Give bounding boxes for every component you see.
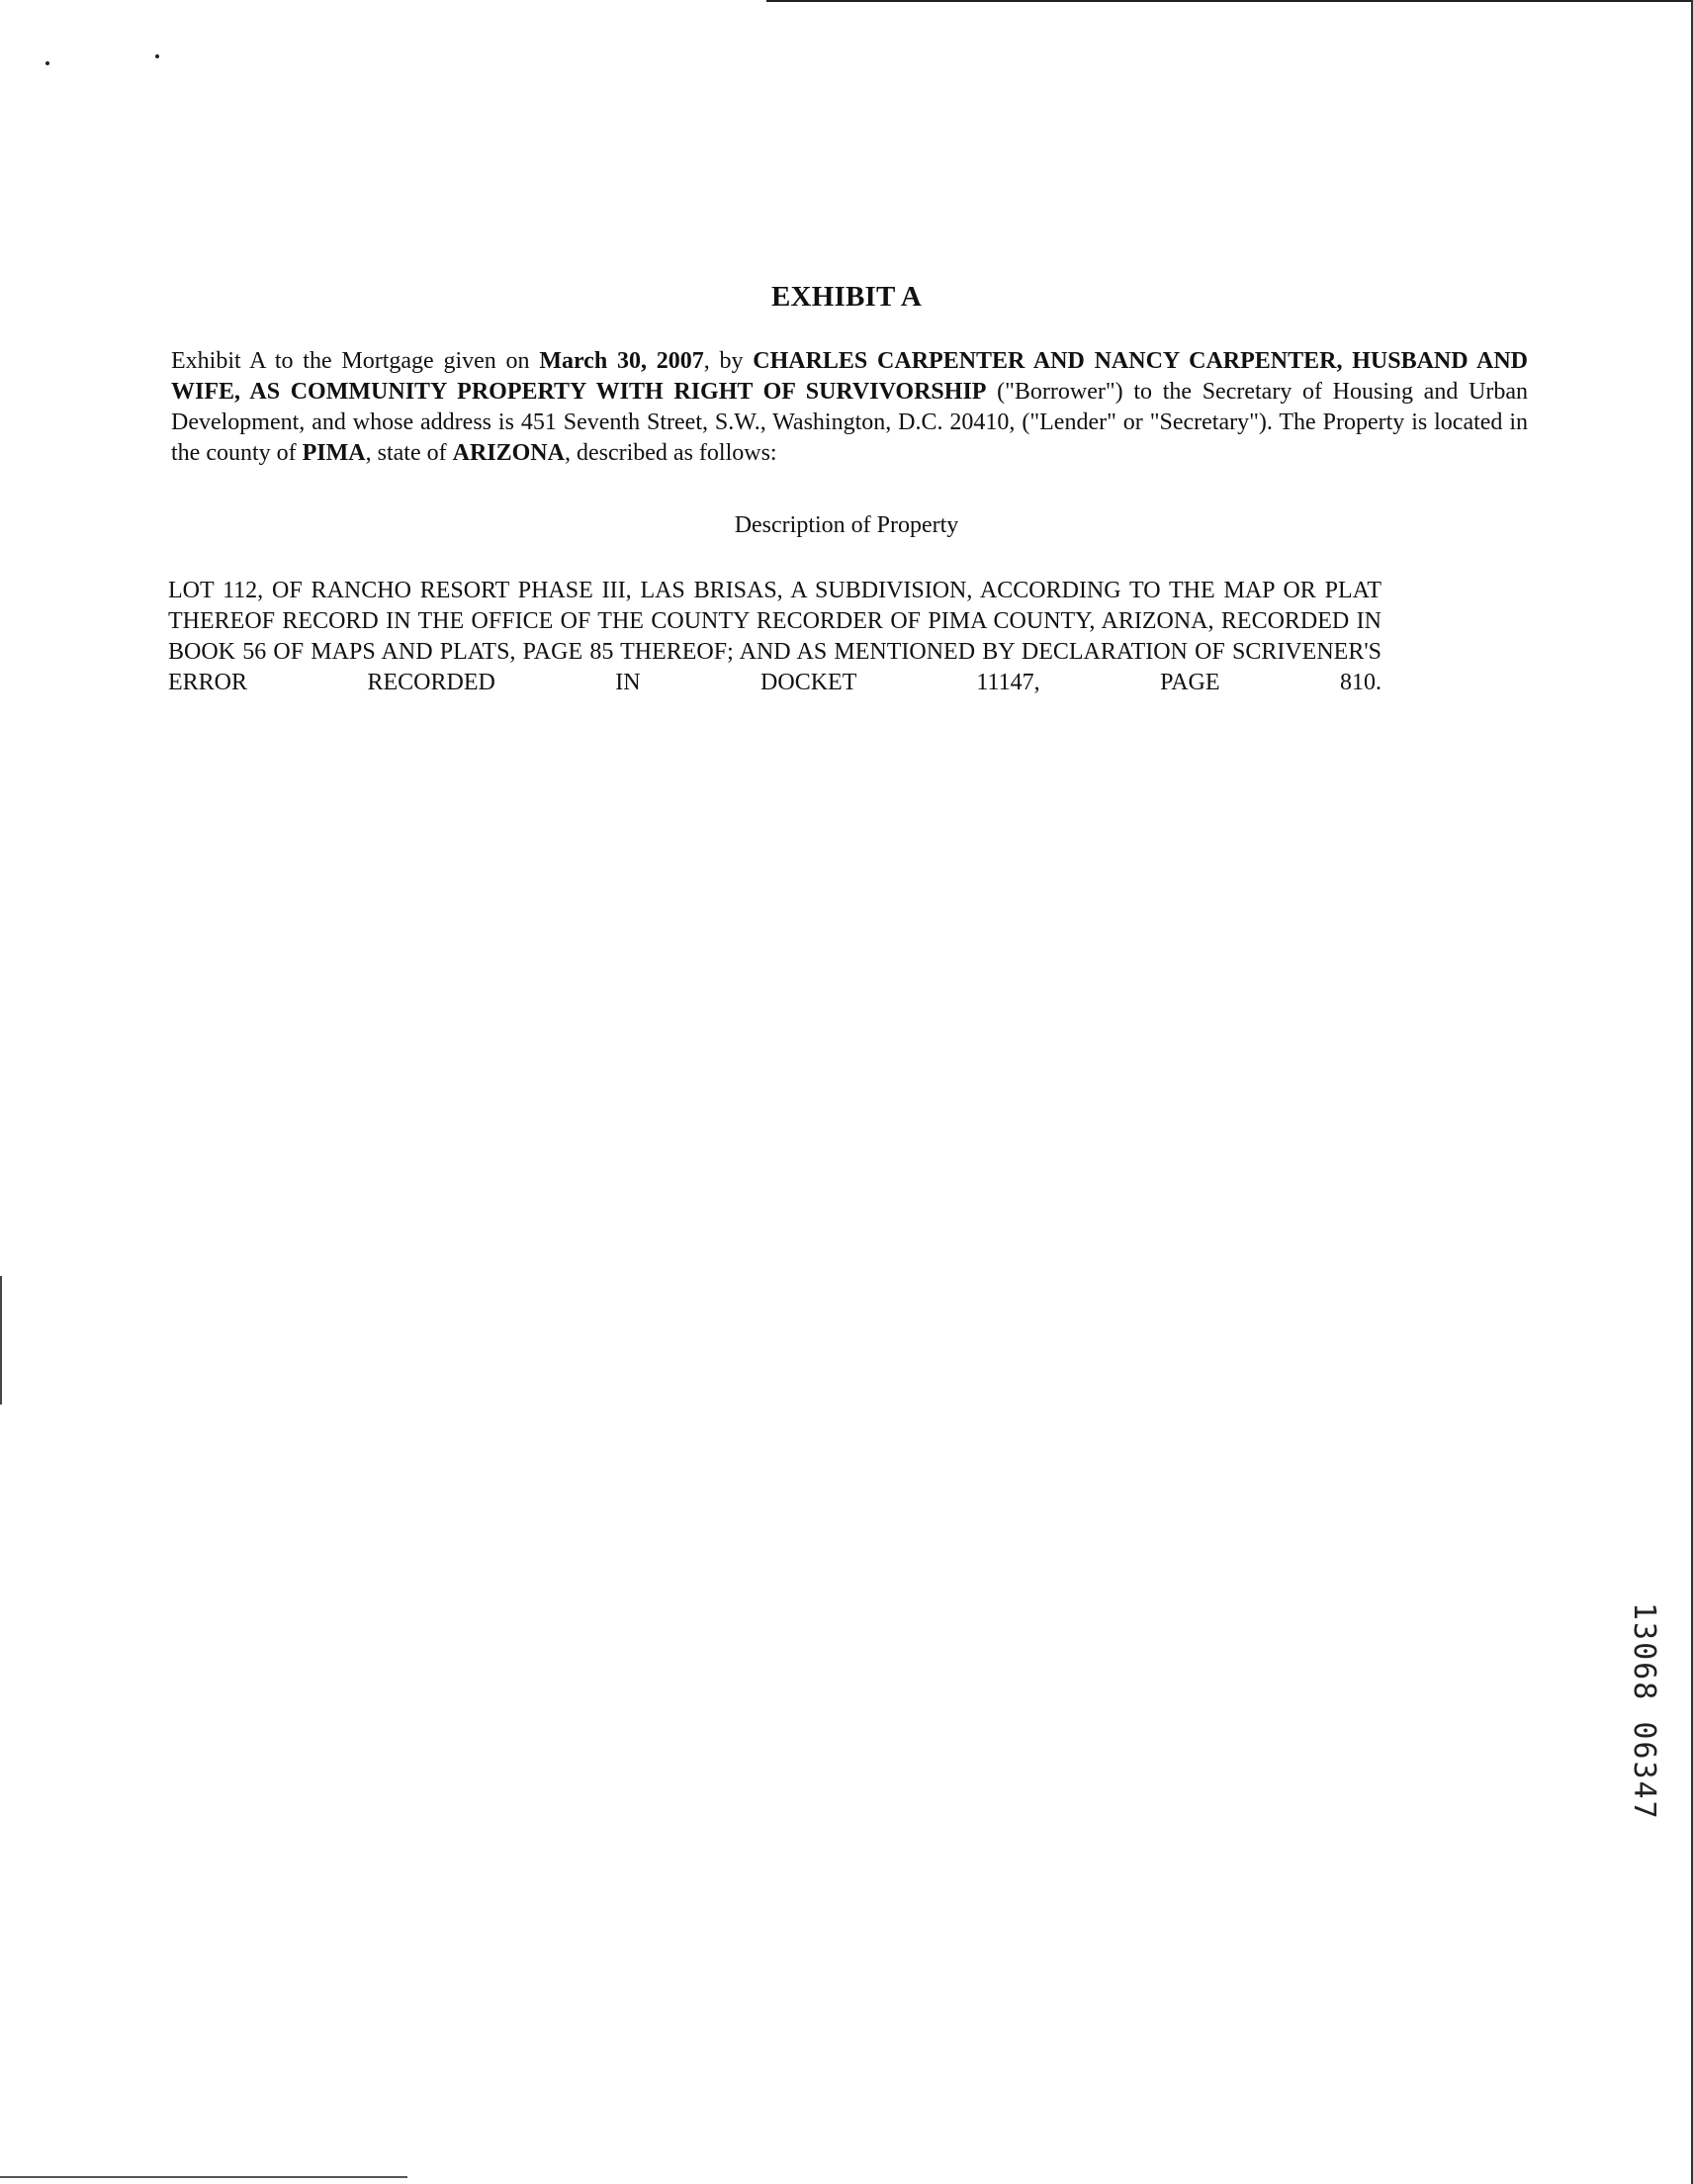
intro-emphasis: March 30, 2007 (539, 348, 704, 374)
scan-speck (45, 61, 49, 65)
legal-description: LOT 112, OF RANCHO RESORT PHASE III, LAS BRISAS, A SUBDIVISION, ACCORDING TO THE MAP OR PLAT THEREOF RECORD IN THE OFFICE OF THE COUNTY RECORDER OF PIMA COUNTY, ARIZONA, RECORDED IN BOOK 56 OF MAPS AND PLATS, PAGE 85 THEREOF; AND AS MENTIONED BY DECLARATION OF SCRIVENER'S ERROR RECORDED IN DOCKET 11147, PAGE 810. (168, 578, 1381, 695)
scan-speck (155, 54, 159, 58)
intro-text: , by (703, 348, 754, 374)
intro-text: , described as follows: (564, 440, 777, 466)
scan-edge-left (0, 1276, 2, 1405)
section-subheading: Description of Property (734, 512, 959, 538)
intro-emphasis: ARIZONA (452, 440, 565, 466)
recording-stamp (1622, 1602, 1661, 1860)
scan-edge-bottom (0, 2176, 407, 2178)
intro-text: , state of (365, 440, 453, 466)
recording-stamp-number: 13068 06347 (1627, 1602, 1661, 1821)
scan-edge-top (766, 0, 1693, 2)
intro-text: ("Borrower") to the Secretary of Housing and Urban Development, and whose address is 451 Seventh Street, S.W., Washington, D.C. 20410, ("Lender" or "Secretary"). The Property is located in the county of (171, 379, 1528, 466)
intro-paragraph (171, 346, 1528, 469)
intro-text: Exhibit A to the Mortgage given on (171, 348, 540, 374)
page-title: EXHIBIT A (771, 281, 922, 313)
intro-emphasis: PIMA (302, 440, 366, 466)
intro-emphasis: CHARLES CARPENTER AND NANCY CARPENTER, HUSBAND AND WIFE, AS COMMUNITY PROPERTY WITH RIGHT OF SURVIVORSHIP (171, 348, 1529, 405)
